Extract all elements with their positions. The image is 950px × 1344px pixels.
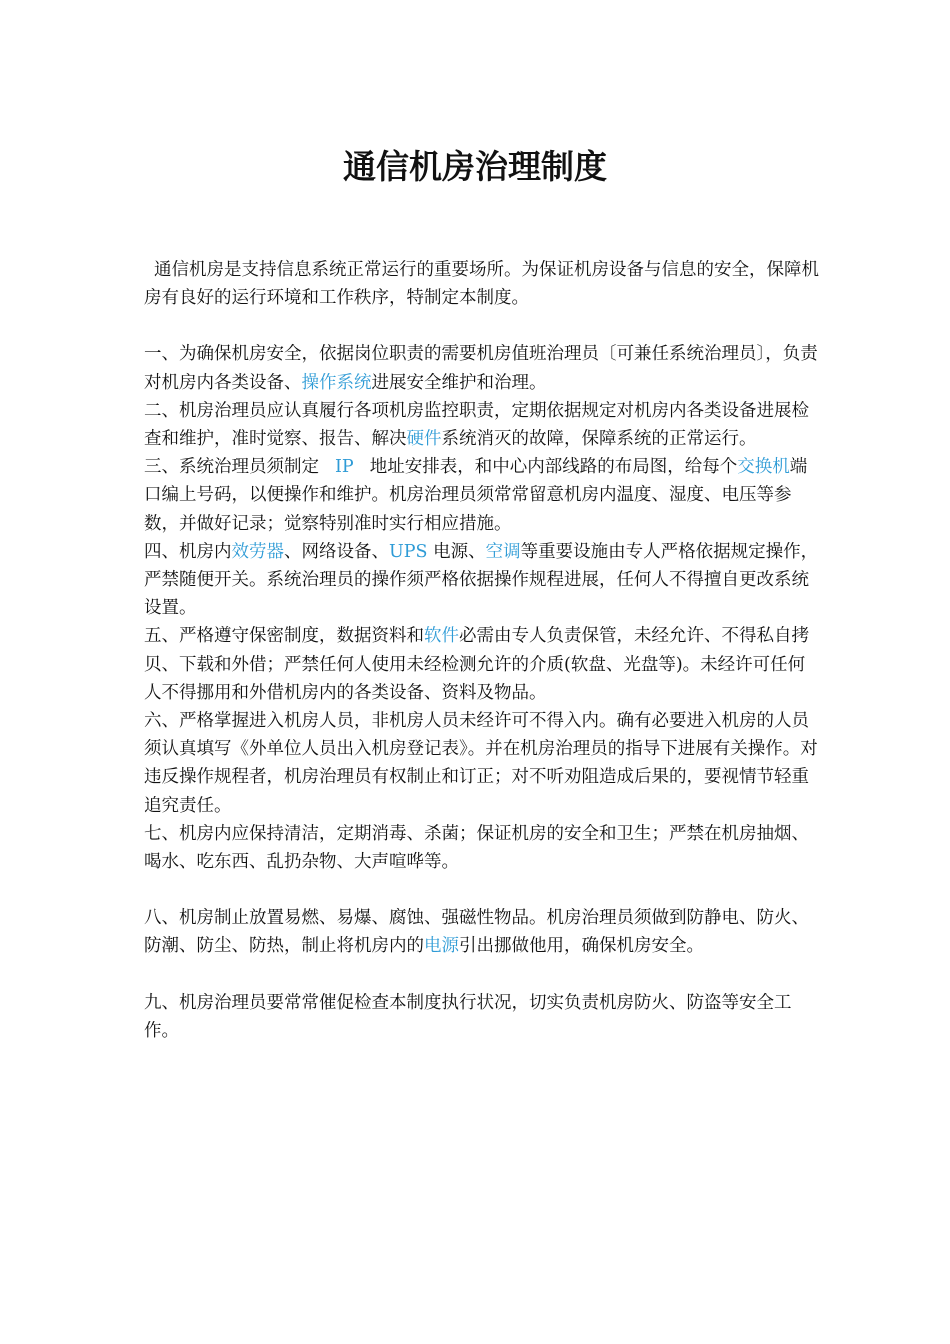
- paragraph-gap: [144, 876, 820, 904]
- clause-8-text-a: 八、机房制止放置易燃、易爆、腐蚀、强磁性物品。机房治理员须做到防静电、防火、防潮、防尘、防热，制止将机房内的: [144, 908, 809, 957]
- link-server[interactable]: 效劳器: [231, 541, 284, 562]
- clause-7-text: 七、机房内应保持清洁，定期消毒、杀菌；保证机房的安全和卫生；严禁在机房抽烟、喝水、吃东西、乱扔杂物、大声喧哗等。: [144, 823, 809, 873]
- document-title: 通信机房治理制度: [343, 147, 607, 186]
- clause-8: [144, 904, 820, 960]
- clause-7: [144, 820, 820, 876]
- clause-2: [144, 397, 820, 453]
- clause-3-text-a: 三、系统治理员须制定: [144, 457, 319, 478]
- clause-4-text-a: 四、机房内: [144, 541, 232, 562]
- clause-2-text-a: 二、机房治理员应认真履行各项机房监控职责，定期依据规定对机房内各类设备进展检查和维护，准时觉察、报告、解决: [144, 400, 809, 450]
- clause-4-text-c: 电源、: [427, 541, 486, 562]
- clause-6: [144, 707, 820, 820]
- link-hardware[interactable]: 硬件: [406, 429, 442, 450]
- clause-3-text-b: 地址安排表，和中心内部线路的布局图，给每个: [369, 457, 738, 478]
- link-ups[interactable]: UPS: [389, 541, 428, 562]
- clause-9: [144, 989, 820, 1045]
- clause-4: [144, 538, 820, 623]
- clause-3: [144, 453, 820, 538]
- clause-4-text-b: 、网络设备、: [284, 541, 389, 562]
- clause-5-text-b: 必需由专人负责保管，未经允许、不得私自拷贝、下载和外借；严禁任何人使用未经检测允许的介质(软盘、光盘等)。未经许可任何人不得挪用和外借机房内的各类设备、资料及物品。: [144, 626, 809, 703]
- clause-1-text-b: 进展安全维护和治理。: [371, 372, 547, 393]
- paragraph-gap: [144, 312, 820, 340]
- clause-4-text-d: 等重要设施由专人严格依据规定操作，严禁随便开关。系统治理员的操作须严格依据操作规程进展，任何人不得擅自更改系统设置。: [144, 541, 819, 619]
- link-switch[interactable]: 交换机: [737, 457, 790, 478]
- document-body: [144, 256, 820, 1045]
- clause-1: [144, 340, 820, 396]
- clause-1-text-a: 一、为确保机房安全，依据岗位职责的需要机房值班治理员〔可兼任系统治理员〕，负责对机房内各类设备、: [144, 344, 818, 393]
- link-air-conditioner[interactable]: 空调: [485, 541, 521, 562]
- clause-9-text: 九、机房治理员要常常催促检查本制度执行状况，切实负责机房防火、防盗等安全工作。: [144, 992, 792, 1041]
- clause-3-text-c: 端口编上号码，以便操作和维护。机房治理员须常常留意机房内温度、湿度、电压等参数，并做好记录；觉察特别准时实行相应措施。: [144, 457, 808, 534]
- intro-text: 通信机房是支持信息系统正常运行的重要场所。为保证机房设备与信息的安全，保障机房有良好的运行环境和工作秩序，特制定本制度。: [144, 260, 819, 309]
- clause-8-text-b: 引出挪做他用，确保机房安全。: [459, 936, 704, 957]
- link-software[interactable]: 软件: [424, 626, 459, 647]
- clause-5-text-a: 五、严格遵守保密制度，数据资料和: [144, 626, 424, 647]
- clause-2-text-b: 系统消灭的故障，保障系统的正常运行。: [441, 429, 757, 450]
- link-operating-system[interactable]: 操作系统: [301, 372, 372, 393]
- paragraph-gap: [144, 961, 820, 989]
- clause-6-text: 六、严格掌握进入机房人员，非机房人员未经许可不得入内。确有必要进入机房的人员须认真填写《外单位人员出入机房登记表》。并在机房治理员的指导下进展有关操作。对违反操作规程者，机房治理员有权制止和订正；对不听劝阻造成后果的，要视情节轻重追究责任。: [144, 711, 818, 816]
- clause-5: [144, 622, 820, 707]
- intro-paragraph: [144, 256, 820, 312]
- link-power-supply[interactable]: 电源: [424, 936, 459, 957]
- link-ip[interactable]: IP: [335, 457, 354, 478]
